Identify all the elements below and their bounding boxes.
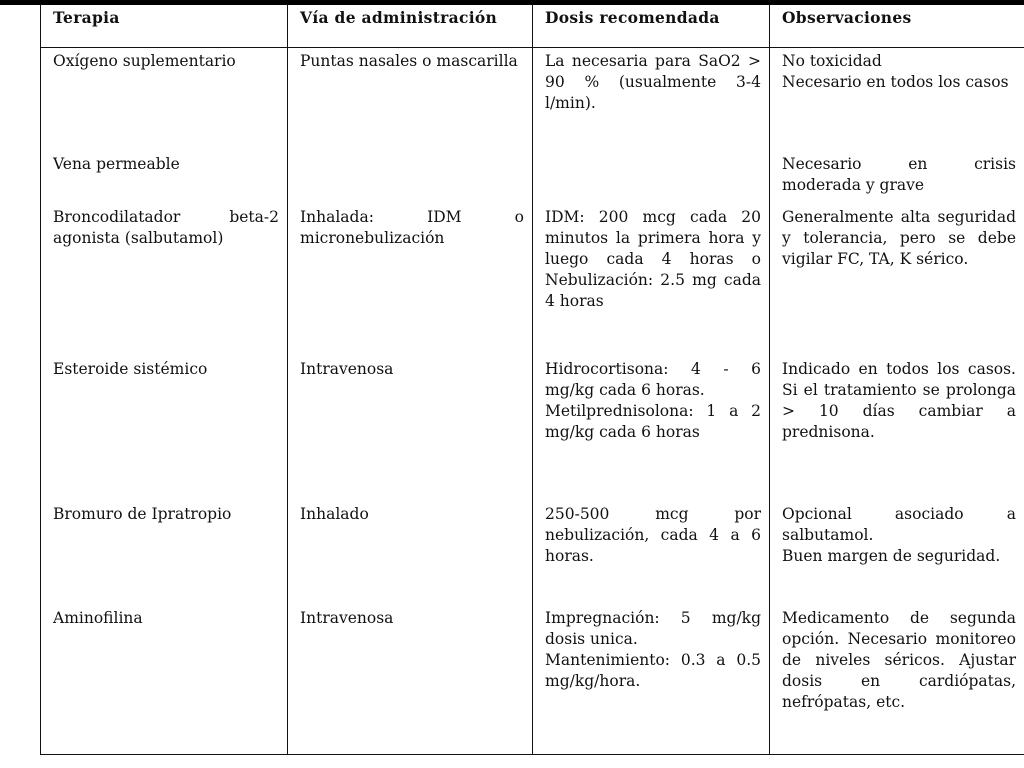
dose-cell — [533, 608, 770, 755]
notes-text: Necesario en todos los casos — [782, 73, 1009, 91]
notes-text: Indicado en todos los casos. Si el tratamiento se prolonga > 10 días cambiar a prednisona. — [782, 360, 1016, 441]
notes-text: Generalmente alta seguridad y tolerancia, pero se debe vigilar FC, TA, K sérico. — [782, 208, 1016, 268]
notes-cell — [770, 608, 1024, 755]
notes-cell — [770, 504, 1024, 608]
table-row — [41, 359, 1024, 504]
notes-text: No toxicidad — [782, 52, 882, 70]
table-row — [41, 608, 1024, 755]
header-therapy: Terapia — [41, 4, 288, 48]
dose-text: Hidrocortisona: 4 - 6 mg/kg cada 6 horas. — [545, 360, 761, 399]
notes-cell — [770, 154, 1024, 207]
dose-cell — [533, 48, 770, 155]
dose-text: 250-500 mcg por nebulización, cada 4 a 6 horas. — [545, 505, 761, 565]
dose-cell — [533, 359, 770, 504]
dose-text: La necesaria para SaO2 > 90 % (usualmente 3-4 l/min). — [545, 52, 761, 112]
table-row — [41, 504, 1024, 608]
therapy-table — [40, 4, 1024, 755]
dose-text: Metilprednisolona: 1 a 2 mg/kg cada 6 horas — [545, 402, 761, 441]
notes-cell — [770, 359, 1024, 504]
therapy-cell: Aminofilina — [41, 608, 288, 755]
therapy-cell: Broncodilatador beta-2 agonista (salbutamol) — [41, 207, 288, 359]
dose-text: Mantenimiento: 0.3 a 0.5 mg/kg/hora. — [545, 651, 761, 690]
notes-text: Buen margen de seguridad. — [782, 547, 1001, 565]
route-cell: Puntas nasales o mascarilla — [288, 48, 533, 155]
therapy-cell: Vena permeable — [41, 154, 288, 207]
dose-cell — [533, 154, 770, 207]
route-cell: Intravenosa — [288, 608, 533, 755]
dose-cell — [533, 207, 770, 359]
route-cell: Inhalada: IDM o micronebulización — [288, 207, 533, 359]
therapy-cell: Oxígeno suplementario — [41, 48, 288, 155]
route-cell: Intravenosa — [288, 359, 533, 504]
dose-text: IDM: 200 mcg cada 20 minutos la primera hora y luego cada 4 horas o Nebulización: 2.5 mg cada 4 horas — [545, 208, 761, 310]
notes-text: Necesario en crisis moderada y grave — [782, 155, 1016, 194]
header-dose: Dosis recomendada — [533, 4, 770, 48]
notes-cell — [770, 48, 1024, 155]
route-cell — [288, 154, 533, 207]
notes-cell — [770, 207, 1024, 359]
table-row — [41, 154, 1024, 207]
dose-cell — [533, 504, 770, 608]
route-cell: Inhalado — [288, 504, 533, 608]
notes-text: Medicamento de segunda opción. Necesario monitoreo de niveles séricos. Ajustar dosis en cardiópatas, nefrópatas, etc. — [782, 609, 1016, 711]
header-route: Vía de administración — [288, 4, 533, 48]
therapy-cell: Bromuro de Ipratropio — [41, 504, 288, 608]
table-row — [41, 207, 1024, 359]
header-notes: Observaciones — [770, 4, 1024, 48]
therapy-cell: Esteroide sistémico — [41, 359, 288, 504]
header-row — [41, 4, 1024, 48]
dose-text: Impregnación: 5 mg/kg dosis unica. — [545, 609, 761, 648]
table-row — [41, 48, 1024, 155]
notes-text: Opcional asociado a salbutamol. — [782, 505, 1016, 544]
